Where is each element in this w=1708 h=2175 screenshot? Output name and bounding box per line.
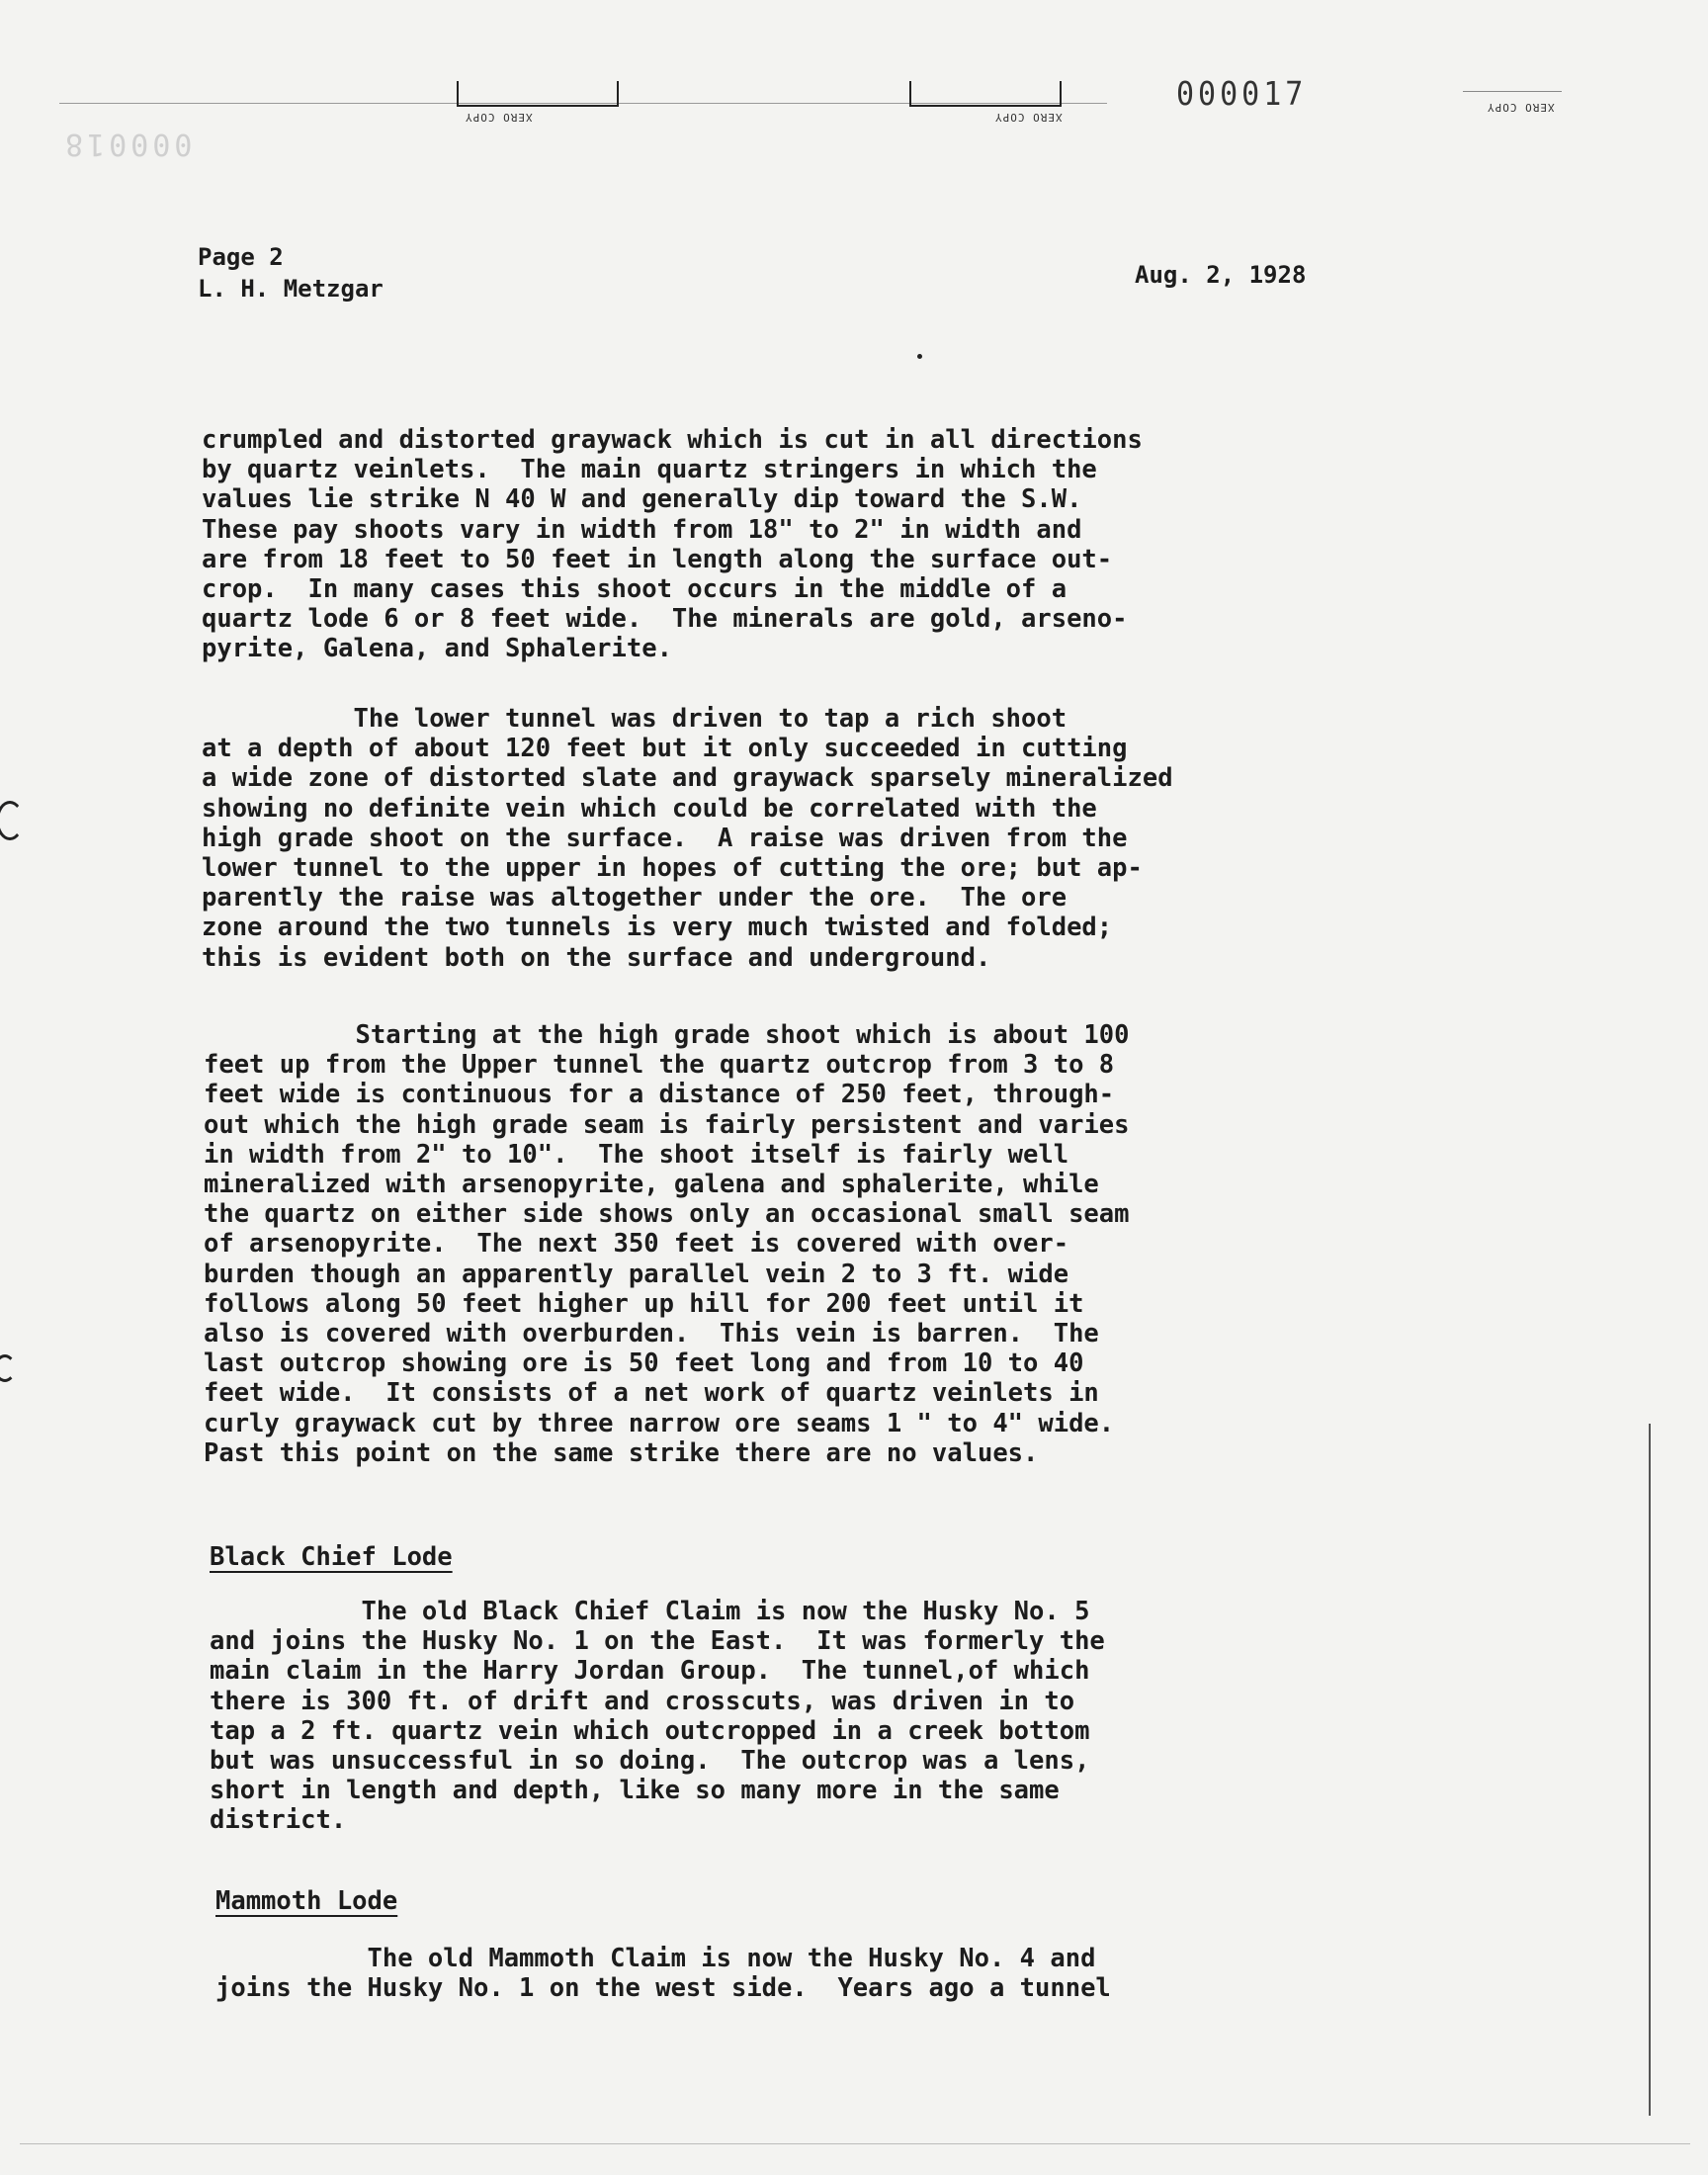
xero-stamp: XERO COPY	[994, 111, 1063, 124]
addressee: L. H. Metzgar	[198, 275, 384, 303]
xero-stamp: XERO COPY	[465, 111, 533, 124]
bottom-edge-line	[20, 2143, 1690, 2144]
letter-date: Aug. 2, 1928	[1135, 261, 1307, 289]
scan-bracket	[457, 81, 619, 107]
punch-hole-mark	[0, 801, 24, 840]
paragraph: The lower tunnel was driven to tap a rich shoot at a depth of about 120 feet but it only succeeded in cutting a wide zone of distorted slate and graywack sparsely mineralized showing no definite vein which could be correlated with the high grade shoot on the surface. A raise was driven from the lower tunnel to the upper in hopes of cutting the ore; but ap- parently the raise was altogether under the ore. The ore zone around the two tunnels is very much twisted and folded; this is evident both on the surface and underground.	[202, 704, 1173, 973]
section-heading: Black Chief Lode	[210, 1542, 453, 1572]
xero-stamp: XERO COPY	[1487, 101, 1555, 114]
paragraph: crumpled and distorted graywack which is cut in all directions by quartz veinlets. The main quartz stringers in which the values lie strike N 40 W and generally dip toward the S.W. These pay shoots vary in width from 18" to 2" in width and are from 18 feet to 50 feet in length along the surface out- crop. In many cases this shoot occurs in the middle of a quartz lode 6 or 8 feet wide. The minerals are gold, arseno- pyrite, Galena, and Sphalerite.	[202, 425, 1143, 664]
section-heading: Mammoth Lode	[215, 1886, 398, 1916]
paragraph: The old Black Chief Claim is now the Husky No. 5 and joins the Husky No. 1 on the East. It was formerly the main claim in the Harry Jordan Group. The tunnel,of which there is 300 ft. of drift and crosscuts, was driven in to tap a 2 ft. quartz vein which outcropped in a creek bottom but was unsuccessful in so doing. The outcrop was a lens, short in length and depth, like so many more in the same district.	[210, 1597, 1105, 1836]
page-label: Page 2	[198, 243, 284, 271]
document-number: 000017	[1176, 75, 1308, 114]
stray-mark	[917, 354, 922, 359]
punch-hole-mark	[0, 1354, 16, 1382]
paragraph: Starting at the high grade shoot which is about 100 feet up from the Upper tunnel the quartz outcrop from 3 to 8 feet wide is continuous for a distance of 250 feet, through- out which the high grade seam is fairly persistent and varies in width from 2" to 10". The shoot itself is fairly well mineralized with arsenopyrite, galena and sphalerite, while the quartz on either side shows only an occasional small seam of arsenopyrite. The next 350 feet is covered with over- burden though an apparently parallel vein 2 to 3 ft. wide follows along 50 feet higher up hill for 200 feet until it also is covered with overburden. This vein is barren. The last outcrop showing ore is 50 feet long and from 10 to 40 feet wide. It consists of a net work of quartz veinlets in curly graywack cut by three narrow ore seams 1 " to 4" wide. Past this point on the same strike there are no values.	[204, 1020, 1130, 1468]
scan-bracket	[909, 81, 1062, 107]
paragraph: The old Mammoth Claim is now the Husky No. 4 and joins the Husky No. 1 on the west side. Years ago a tunnel	[215, 1944, 1111, 2004]
bleed-through-number: 000018	[61, 127, 193, 161]
top-right-scan-line	[1463, 91, 1562, 92]
scan-edge-line	[1649, 1424, 1651, 2116]
letter-header	[198, 241, 384, 304]
